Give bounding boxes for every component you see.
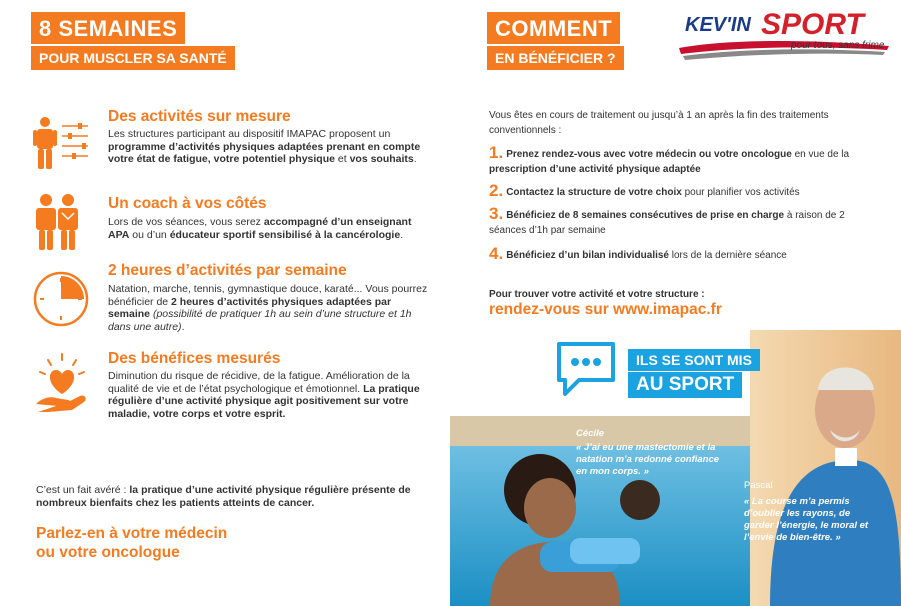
testimonial-cecile-name: Cécile <box>576 428 604 439</box>
step-3-number: 3. <box>489 204 504 223</box>
section-title-hours: 2 heures d’activités par semaine <box>108 262 347 279</box>
section-text-activities: Les structures participant au dispositif IMAPAC proposent un programme d’activités physiques adaptées prenant en compte votre état de fatigue, votre potentiel physique et vos souhaits. <box>108 128 421 166</box>
step-4-text: Bénéficiez d’un bilan individualisé lors de la dernière séance <box>506 250 787 261</box>
left-header-line1: 8 SEMAINES <box>31 12 185 44</box>
kevin-sport-logo <box>673 2 895 72</box>
step-3-text: Bénéficiez de 8 semaines consécutives de prise en charge à raison de 2 séances d’1h par semaine <box>489 210 845 236</box>
step-4-number: 4. <box>489 244 504 263</box>
section-title-benefits: Des bénéfices mesurés <box>108 350 281 367</box>
section-text-hours: Natation, marche, tennis, gymnastique douce, karaté... Vous pourrez bénéficier de 2 heures d’activités physiques adaptées par semaine (possibilité de pratiquer 1h au sein d’une structure et 1h dans une autre). <box>108 283 428 333</box>
step-2-text: Contactez la structure de votre choix pour planifier vos activités <box>506 187 800 198</box>
section-text-benefits: Diminution du risque de récidive, de la fatigue. Amélioration de la qualité de vie et de l’état psychologique et émotionnel. La pratique régulière d’une activité physique agit positivement sur votre maladie, votre corps et votre esprit. <box>108 370 420 420</box>
logo-kev: KEV'IN <box>685 14 751 36</box>
banner-line1: ILS SE SONT MIS <box>628 349 760 371</box>
logo-sport: SPORT <box>761 8 864 41</box>
testimonial-pascal <box>744 480 876 544</box>
banner-line2: AU SPORT <box>628 372 742 398</box>
imapac-link[interactable]: rendez-vous sur www.imapac.fr <box>489 301 722 318</box>
intro-text: Vous êtes en cours de traitement ou jusqu’à 1 an après la fin des traitements conventionnels : <box>489 110 829 136</box>
step-1 <box>489 145 859 177</box>
step-4 <box>489 246 859 263</box>
section-text-coach: Lors de vos séances, vous serez accompagné d’un enseignant APA ou d’un éducateur sportif sensibilisé à la cancérologie. <box>108 216 412 241</box>
cta-text <box>36 524 227 562</box>
testimonial-cecile-quote: « J’ai eu une mastectomie et la natation m’a redonné confiance en mon corps. » <box>576 442 720 477</box>
step-1-number: 1. <box>489 143 504 162</box>
coach-icon <box>32 193 82 251</box>
right-header-line1: COMMENT <box>487 12 620 44</box>
section-title-activities: Des activités sur mesure <box>108 108 291 125</box>
testimonial-pascal-quote: « La course m’a permis d’oublier les rayons, de garder l’énergie, le moral et l’envie de bien-être. » <box>744 496 869 543</box>
left-header-line2: POUR MUSCLER SA SANTÉ <box>31 46 235 70</box>
step-1-text: Prenez rendez-vous avec votre médecin ou votre oncologue en vue de la prescription d’une activité physique adaptée <box>489 149 850 175</box>
cta-line2: ou votre oncologue <box>36 544 180 561</box>
adapted-activity-icon <box>32 116 90 172</box>
section-title-coach: Un coach à vos côtés <box>108 195 267 212</box>
cta-line1: Parlez-en à votre médecin <box>36 525 228 542</box>
testimonial-pascal-name: Pascal <box>744 480 773 491</box>
clock-icon <box>32 270 90 328</box>
hand-heart-icon <box>32 352 92 414</box>
chat-bubble-icon <box>555 340 617 398</box>
step-2 <box>489 183 859 200</box>
right-header-line2: EN BÉNÉFICIER ? <box>487 46 624 70</box>
step-2-number: 2. <box>489 181 504 200</box>
step-3 <box>489 206 859 238</box>
logo-slogan: pour tous, sans frime <box>791 40 885 51</box>
fact-text: C’est un fait avéré : la pratique d’une activité physique régulière présente de nombreux bienfaits chez les patients atteints de cancer. <box>36 484 411 509</box>
find-text: Pour trouver votre activité et votre structure : <box>489 289 705 300</box>
testimonial-cecile <box>576 428 726 478</box>
